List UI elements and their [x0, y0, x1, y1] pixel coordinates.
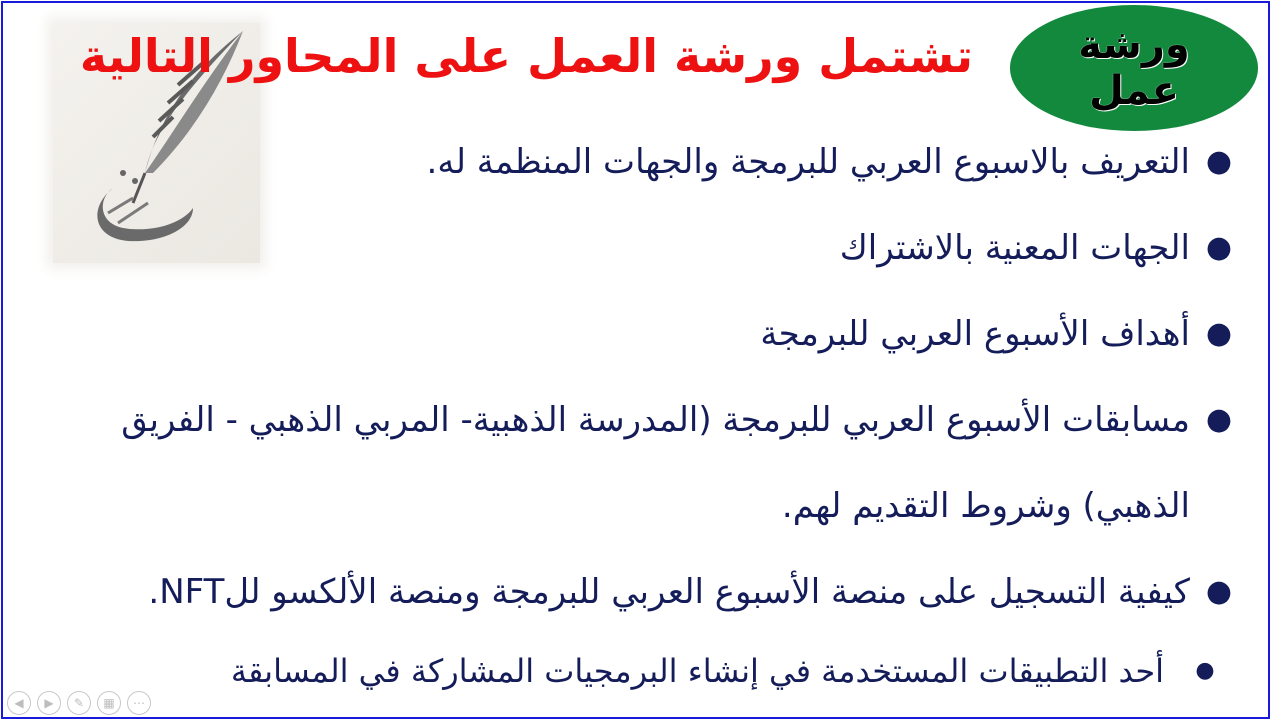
list-item: [34, 291, 1234, 377]
agenda-list: [34, 119, 1234, 707]
bullet-icon: ●: [1195, 658, 1215, 683]
list-item-text: الجهات المعنية بالاشتراك: [839, 228, 1190, 268]
badge-line-1: ورشة: [1078, 22, 1190, 68]
slides-grid-icon[interactable]: ▦: [97, 691, 121, 715]
bullet-icon: ●: [1205, 144, 1233, 179]
badge-line-2: عمل: [1089, 68, 1179, 114]
bullet-icon: ●: [1205, 574, 1233, 609]
list-item: [34, 119, 1234, 205]
pen-icon[interactable]: ✎: [67, 691, 91, 715]
presentation-nav: [7, 691, 151, 717]
slide-title: تشتمل ورشة العمل على المحاور التالية: [79, 29, 973, 83]
more-options-icon[interactable]: ⋯: [127, 691, 151, 715]
list-item-text: أحد التطبيقات المستخدمة في إنشاء البرمجيات المشاركة في المسابقة: [230, 652, 1164, 690]
workshop-badge: [1010, 5, 1258, 131]
bullet-icon: ●: [1205, 230, 1233, 265]
bullet-icon: ●: [1205, 402, 1233, 437]
list-item: [34, 205, 1234, 291]
slide: [1, 1, 1270, 719]
list-item: [34, 549, 1234, 635]
list-item: [34, 635, 1234, 707]
list-item-text: مسابقات الأسبوع العربي للبرمجة (المدرسة الذهبية- المربي الذهبي - الفريق الذهبي) وشروط التقديم لهم.: [121, 400, 1190, 526]
bullet-icon: ●: [1205, 316, 1233, 351]
list-item-text: كيفية التسجيل على منصة الأسبوع العربي للبرمجة ومنصة الألكسو للNFT.: [148, 572, 1190, 612]
list-item-text: التعريف بالاسبوع العربي للبرمجة والجهات المنظمة له.: [426, 142, 1190, 182]
list-item: [34, 377, 1234, 549]
next-slide-icon[interactable]: ▶: [37, 691, 61, 715]
list-item-text: أهداف الأسبوع العربي للبرمجة: [760, 314, 1190, 354]
prev-slide-icon[interactable]: ◀: [7, 691, 31, 715]
